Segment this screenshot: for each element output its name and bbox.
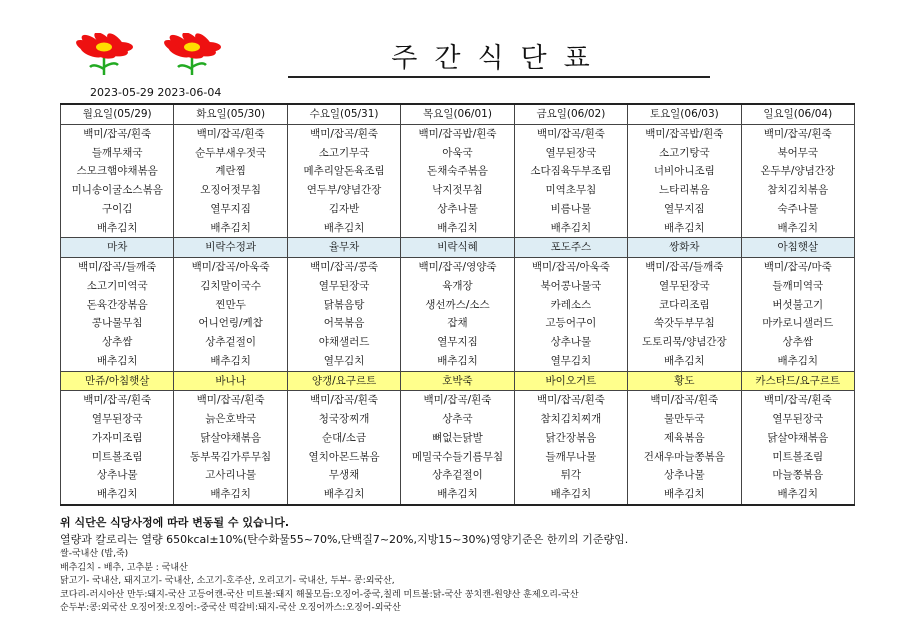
menu-cell: 소다짐육두부조림	[514, 162, 627, 181]
menu-cell: 제육볶음	[628, 429, 741, 448]
menu-cell: 백미/잡곡/흰죽	[174, 124, 287, 143]
menu-cell: 백미/잡곡/흰죽	[174, 391, 287, 410]
day-header-row	[61, 104, 855, 124]
menu-cell: 콩나물무침	[61, 314, 174, 333]
menu-cell: 백미/잡곡/흰죽	[741, 124, 854, 143]
menu-cell: 양갱/요구르트	[287, 371, 400, 391]
menu-cell: 스모크햄야채볶음	[61, 162, 174, 181]
table-row	[61, 296, 855, 315]
menu-cell: 김치말이국수	[174, 277, 287, 296]
menu-cell: 카스타드/요구르트	[741, 371, 854, 391]
menu-cell: 열무된장국	[61, 410, 174, 429]
menu-cell: 들깨무나물	[514, 448, 627, 467]
menu-cell: 배추김치	[741, 219, 854, 238]
menu-cell: 북어무국	[741, 144, 854, 163]
menu-cell: 열무지짐	[401, 333, 514, 352]
origin-line: 배추김치 - 배추, 고추분 : 국내산	[60, 562, 188, 573]
menu-cell: 배추김치	[401, 485, 514, 505]
menu-cell: 찐만두	[174, 296, 287, 315]
menu-cell: 소고기미역국	[61, 277, 174, 296]
menu-cell: 배추김치	[174, 219, 287, 238]
menu-cell: 참치김치찌개	[514, 410, 627, 429]
menu-cell: 순대/소금	[287, 429, 400, 448]
menu-cell: 백미/잡곡/흰죽	[514, 391, 627, 410]
table-row	[61, 219, 855, 238]
menu-cell: 열무김치	[514, 352, 627, 371]
menu-cell: 상추겉절이	[174, 333, 287, 352]
menu-cell: 닭살야채볶음	[174, 429, 287, 448]
menu-cell: 백미/잡곡밥/흰죽	[628, 124, 741, 143]
day-header: 목요일(06/01)	[401, 104, 514, 124]
menu-cell: 백미/잡곡/콩죽	[287, 258, 400, 277]
menu-cell: 상추겉절이	[401, 466, 514, 485]
menu-cell: 바나나	[174, 371, 287, 391]
menu-cell: 쌍화차	[628, 238, 741, 258]
menu-cell: 뼈없는닭발	[401, 429, 514, 448]
snack-row	[61, 371, 855, 391]
origin-line: 순두부:콩:외국산 오징어젓:오징어:-중국산 떡갈비:돼지-국산 오징어까스:오징어-외국산	[60, 603, 401, 614]
table-row	[61, 466, 855, 485]
flower-icon	[148, 33, 236, 78]
menu-cell: 배추김치	[61, 219, 174, 238]
menu-cell: 미역초무침	[514, 181, 627, 200]
menu-cell: 미트볼조림	[61, 448, 174, 467]
menu-cell: 버섯불고기	[741, 296, 854, 315]
menu-cell: 어니언링/케찹	[174, 314, 287, 333]
notes	[60, 514, 880, 548]
menu-cell: 상추국	[401, 410, 514, 429]
menu-cell: 백미/잡곡/들깨죽	[61, 258, 174, 277]
menu-cell: 고사리나물	[174, 466, 287, 485]
menu-cell: 열무된장국	[741, 410, 854, 429]
menu-cell: 마카로니샐러드	[741, 314, 854, 333]
menu-cell: 늙은호박국	[174, 410, 287, 429]
flower-icon	[60, 33, 148, 78]
menu-cell: 백미/잡곡/흰죽	[514, 124, 627, 143]
notice-text: 위 식단은 식당사정에 따라 변동될 수 있습니다.	[60, 516, 290, 529]
menu-cell: 북어콩나물국	[514, 277, 627, 296]
menu-cell: 숙주나물	[741, 200, 854, 219]
menu-cell: 배추김치	[514, 485, 627, 505]
menu-cell: 상추나물	[61, 466, 174, 485]
menu-cell: 물만두국	[628, 410, 741, 429]
table-row	[61, 258, 855, 277]
menu-cell: 열무김치	[287, 352, 400, 371]
table-row	[61, 391, 855, 410]
day-header: 토요일(06/03)	[628, 104, 741, 124]
table-row	[61, 448, 855, 467]
menu-cell: 율무차	[287, 238, 400, 258]
menu-cell: 비름나물	[514, 200, 627, 219]
menu-cell: 닭살야채볶음	[741, 429, 854, 448]
menu-cell: 가자미조림	[61, 429, 174, 448]
menu-cell: 마차	[61, 238, 174, 258]
menu-cell: 동부묵김가루무침	[174, 448, 287, 467]
menu-cell: 배추김치	[628, 352, 741, 371]
menu-cell: 상추나물	[628, 466, 741, 485]
menu-cell: 배추김치	[61, 485, 174, 505]
menu-cell: 상추쌈	[741, 333, 854, 352]
menu-cell: 호박죽	[401, 371, 514, 391]
table-row	[61, 314, 855, 333]
menu-cell: 마늘쫑볶음	[741, 466, 854, 485]
title-underline	[288, 76, 710, 78]
menu-cell: 배추김치	[628, 485, 741, 505]
menu-cell: 계란찜	[174, 162, 287, 181]
table-row	[61, 485, 855, 505]
menu-cell: 아침햇살	[741, 238, 854, 258]
table-row	[61, 162, 855, 181]
menu-cell: 코다리조림	[628, 296, 741, 315]
menu-cell: 백미/잡곡/흰죽	[287, 124, 400, 143]
menu-cell: 백미/잡곡/흰죽	[741, 391, 854, 410]
menu-cell: 비락식혜	[401, 238, 514, 258]
menu-cell: 들깨미역국	[741, 277, 854, 296]
menu-cell: 바이오거트	[514, 371, 627, 391]
menu-cell: 백미/잡곡/흰죽	[628, 391, 741, 410]
menu-cell: 참치김치볶음	[741, 181, 854, 200]
menu-cell: 메추리알돈육조림	[287, 162, 400, 181]
menu-cell: 백미/잡곡/흰죽	[401, 391, 514, 410]
table-row	[61, 124, 855, 143]
table-row	[61, 352, 855, 371]
menu-cell: 백미/잡곡밥/흰죽	[401, 124, 514, 143]
menu-cell: 배추김치	[287, 219, 400, 238]
origin-info	[60, 548, 890, 616]
table-row	[61, 277, 855, 296]
menu-cell: 열무지짐	[628, 200, 741, 219]
menu-cell: 미트볼조림	[741, 448, 854, 467]
origin-line: 코다리-러시아산 만두:돼지-국산 고등어캔-국산 미트볼:돼지 해물모듬:오징어-중국,칠레 미트볼:닭-국산 꽁치캔-원양산 훈제오리-국산	[60, 589, 579, 600]
menu-cell: 배추김치	[287, 485, 400, 505]
menu-cell: 온두부/양념간장	[741, 162, 854, 181]
day-header: 화요일(05/30)	[174, 104, 287, 124]
menu-cell: 카레소스	[514, 296, 627, 315]
menu-cell: 무생채	[287, 466, 400, 485]
menu-cell: 청국장찌개	[287, 410, 400, 429]
menu-cell: 생선까스/소스	[401, 296, 514, 315]
table-row	[61, 429, 855, 448]
menu-cell: 닭간장볶음	[514, 429, 627, 448]
menu-cell: 백미/잡곡/흰죽	[61, 391, 174, 410]
menu-cell: 상추쌈	[61, 333, 174, 352]
menu-cell: 어묵볶음	[287, 314, 400, 333]
menu-cell: 너비아니조림	[628, 162, 741, 181]
menu-cell: 비락수정과	[174, 238, 287, 258]
menu-cell: 고등어구이	[514, 314, 627, 333]
table-row	[61, 181, 855, 200]
menu-cell: 김자반	[287, 200, 400, 219]
menu-cell: 배추김치	[174, 485, 287, 505]
menu-cell: 오징어젓무침	[174, 181, 287, 200]
menu-cell: 열치아몬드볶음	[287, 448, 400, 467]
menu-cell: 낙지젓무침	[401, 181, 514, 200]
menu-cell: 미니송이굴소스볶음	[61, 181, 174, 200]
snack-row	[61, 238, 855, 258]
date-range: 2023-05-29 2023-06-04	[90, 86, 222, 99]
menu-cell: 배추김치	[174, 352, 287, 371]
menu-cell: 메밀국수들기름무침	[401, 448, 514, 467]
menu-cell: 백미/잡곡/아욱죽	[174, 258, 287, 277]
menu-cell: 백미/잡곡/영양죽	[401, 258, 514, 277]
menu-cell: 상추나물	[401, 200, 514, 219]
menu-cell: 열무지짐	[174, 200, 287, 219]
origin-line: 닭고기- 국내산, 돼지고기- 국내산, 소고기-호주산, 오리고기- 국내산, 두부- 콩:외국산,	[60, 576, 395, 587]
menu-cell: 열무된장국	[514, 144, 627, 163]
menu-cell: 구이김	[61, 200, 174, 219]
menu-cell: 느타리볶음	[628, 181, 741, 200]
menu-cell: 아욱국	[401, 144, 514, 163]
menu-cell: 소고기탕국	[628, 144, 741, 163]
menu-cell: 건새우마늘쫑볶음	[628, 448, 741, 467]
menu-cell: 튀각	[514, 466, 627, 485]
menu-cell: 포도주스	[514, 238, 627, 258]
menu-cell: 열무된장국	[287, 277, 400, 296]
menu-cell: 닭볶음탕	[287, 296, 400, 315]
menu-cell: 만쥬/아침햇살	[61, 371, 174, 391]
menu-cell: 백미/잡곡/흰죽	[61, 124, 174, 143]
menu-cell: 백미/잡곡/흰죽	[287, 391, 400, 410]
menu-cell: 야채샐러드	[287, 333, 400, 352]
menu-cell: 잡채	[401, 314, 514, 333]
menu-cell: 배추김치	[61, 352, 174, 371]
menu-cell: 배추김치	[741, 352, 854, 371]
table-row	[61, 333, 855, 352]
menu-cell: 소고기무국	[287, 144, 400, 163]
menu-cell: 백미/잡곡/마죽	[741, 258, 854, 277]
menu-cell: 배추김치	[401, 219, 514, 238]
menu-cell: 돈육간장볶음	[61, 296, 174, 315]
nutrition-note: 열량과 칼로리는 열량 650kcal±10%(탄수화물55~70%,단백질7~20%,지방15~30%)영양기준은 한끼의 기준량임.	[60, 533, 629, 546]
menu-cell: 배추김치	[514, 219, 627, 238]
menu-cell: 들깨무채국	[61, 144, 174, 163]
menu-cell: 백미/잡곡/아욱죽	[514, 258, 627, 277]
menu-cell: 배추김치	[401, 352, 514, 371]
menu-cell: 쑥갓두부무침	[628, 314, 741, 333]
menu-cell: 배추김치	[741, 485, 854, 505]
day-header: 일요일(06/04)	[741, 104, 854, 124]
menu-cell: 연두부/양념간장	[287, 181, 400, 200]
menu-cell: 상추나물	[514, 333, 627, 352]
day-header: 월요일(05/29)	[61, 104, 174, 124]
table-row	[61, 144, 855, 163]
day-header: 수요일(05/31)	[287, 104, 400, 124]
menu-cell: 배추김치	[628, 219, 741, 238]
weekly-menu-table	[60, 103, 855, 506]
table-row	[61, 200, 855, 219]
origin-line: 쌀-국내산 (밥,죽)	[60, 549, 129, 559]
menu-cell: 도토리묵/양념간장	[628, 333, 741, 352]
table-row	[61, 410, 855, 429]
menu-cell: 황도	[628, 371, 741, 391]
menu-cell: 순두부새우젓국	[174, 144, 287, 163]
menu-cell: 육개장	[401, 277, 514, 296]
menu-cell: 돈채숙주볶음	[401, 162, 514, 181]
menu-cell: 백미/잡곡/들깨죽	[628, 258, 741, 277]
menu-cell: 열무된장국	[628, 277, 741, 296]
day-header: 금요일(06/02)	[514, 104, 627, 124]
page-title: 주간식단표	[391, 43, 607, 74]
